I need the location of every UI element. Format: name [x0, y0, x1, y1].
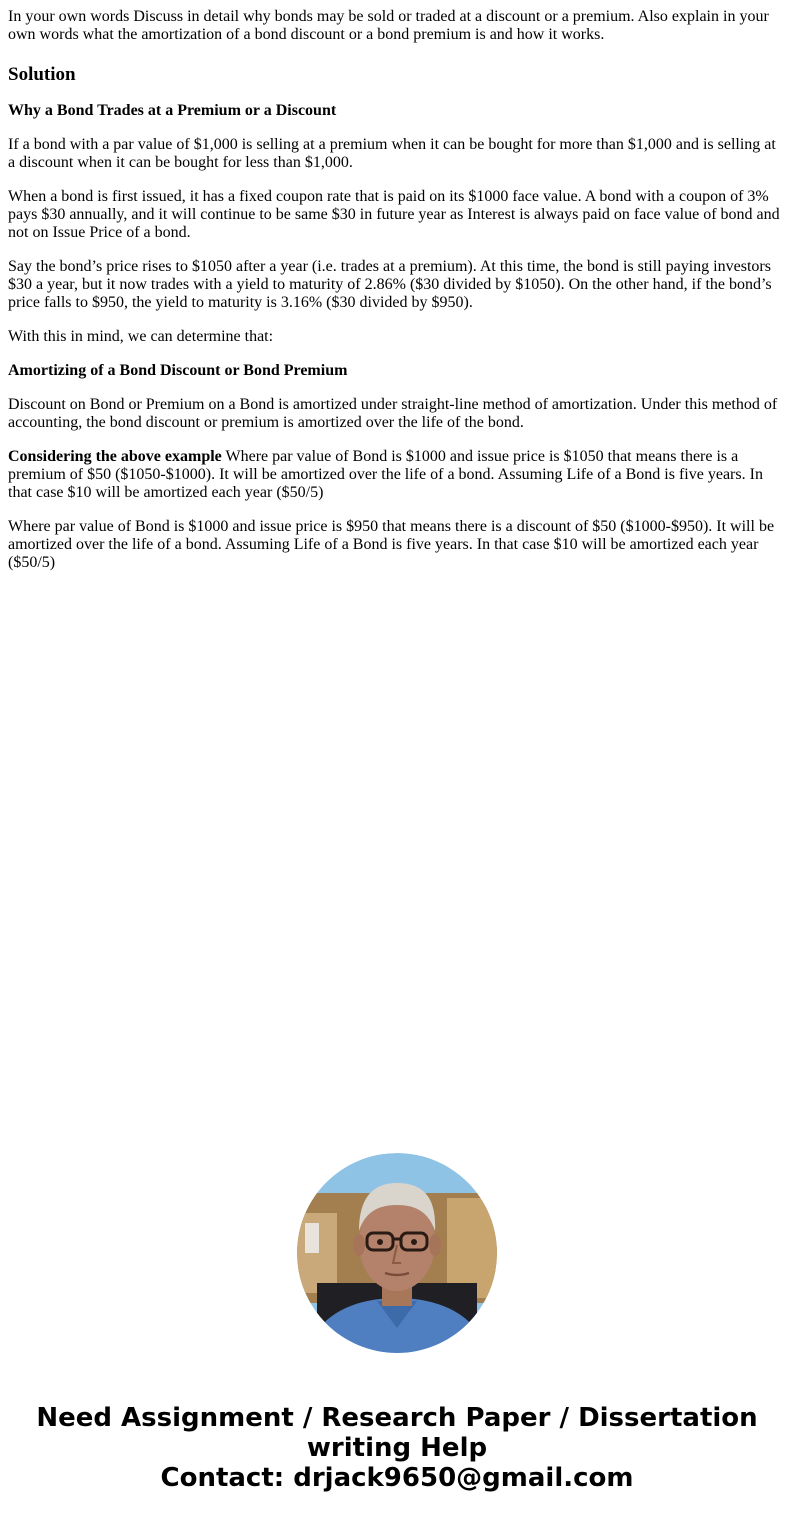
paragraph-straight-line: Discount on Bond or Premium on a Bond is amortized under straight-line method of amortization. Under this method of accounting, the bond discount or premium is amortized over the life of the bond.: [8, 396, 778, 431]
promo-contact: Contact: drjack9650@gmail.com: [160, 1463, 634, 1493]
question-text: In your own words Discuss in detail why bonds may be sold or traded at a discount or a premium. Also explain in your own words what the amortization of a bond discount or a bond premium is and how it works.: [8, 8, 769, 43]
paragraph-coupon: When a bond is first issued, it has a fixed coupon rate that is paid on its $1000 face value. A bond with a coupon of 3% pays $30 annually, and it will continue to be same $30 in future year as Interest is always paid on face value of bond and not on Issue Price of a bond.: [8, 188, 780, 241]
paragraph-par-value: If a bond with a par value of $1,000 is selling at a premium when it can be bought for more than $1,000 and is selling at a discount when it can be bought for less than $1,000.: [8, 136, 776, 171]
promo-line-1: Need Assignment / Research Paper / Dissertation: [36, 1403, 758, 1433]
example-text: Where par value of Bond is $1000 and issue price is $1050 that means there is a premium of $50 ($1050-$1000). It will be amortized over the life of a bond. Assuming Life of a Bond is five years. In that case $10 will be amortized each year ($50/5): [8, 448, 763, 501]
promo-banner: [0, 1403, 794, 1493]
paragraph-determine: With this in mind, we can determine that:: [8, 328, 274, 345]
promo-line-2: writing Help: [306, 1433, 488, 1463]
solution-heading: Solution: [8, 64, 76, 85]
section-heading-amortizing: Amortizing of a Bond Discount or Bond Premium: [8, 362, 348, 379]
paragraph-discount-example: Where par value of Bond is $1000 and issue price is $950 that means there is a discount of $50 ($1000-$950). It will be amortized over the life of a bond. Assuming Life of a Bond is five years. In that case $10 will be amortized each year ($50/5): [8, 518, 775, 571]
paragraph-premium-example: [8, 448, 786, 502]
avatar: [297, 1153, 497, 1353]
section-heading-premium-discount: Why a Bond Trades at a Premium or a Discount: [8, 102, 337, 119]
document-body: [8, 8, 786, 588]
avatar-portrait: [297, 1153, 497, 1353]
paragraph-yield: Say the bond’s price rises to $1050 after a year (i.e. trades at a premium). At this time, the bond is still paying investors $30 a year, but it now trades with a yield to maturity of 2.86% ($30 divided by $1050). On the other hand, if the bond’s price falls to $950, the yield to maturity is 3.16% ($30 divided by $950).: [8, 258, 772, 311]
example-label: Considering the above example: [8, 448, 222, 465]
